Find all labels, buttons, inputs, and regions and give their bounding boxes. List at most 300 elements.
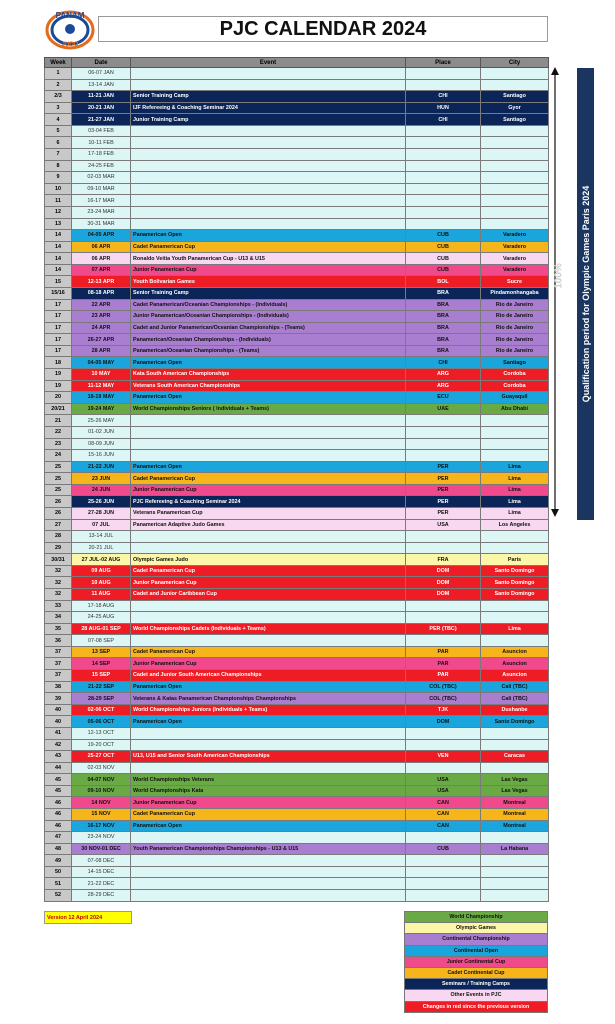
event-cell: Panamerican Adaptive Judo Games [131, 519, 406, 531]
table-row [45, 855, 549, 867]
week-cell: 25 [45, 461, 72, 473]
city-cell [481, 172, 549, 184]
event-cell: Panamerican Open [131, 681, 406, 693]
city-cell: Dushanbe [481, 704, 549, 716]
week-cell: 48 [45, 843, 72, 855]
city-cell [481, 79, 549, 91]
place-cell [406, 635, 481, 647]
date-cell: 22 APR [72, 299, 131, 311]
city-cell: Varadero [481, 230, 549, 242]
header-row [45, 58, 549, 68]
table-row [45, 785, 549, 797]
logo-text-top: PANAM [55, 11, 85, 20]
city-cell: Cordoba [481, 369, 549, 381]
event-cell: Cadet Panamerican Cup [131, 646, 406, 658]
place-cell: BRA [406, 334, 481, 346]
place-cell: USA [406, 774, 481, 786]
city-cell: Cali (TBC) [481, 681, 549, 693]
event-cell: Senior Training Camp [131, 287, 406, 299]
legend-item: Cadet Continental Cup [405, 968, 547, 979]
city-cell: Rio de Janeiro [481, 299, 549, 311]
city-cell [481, 183, 549, 195]
place-cell [406, 206, 481, 218]
place-cell: BRA [406, 287, 481, 299]
place-cell: TJK [406, 704, 481, 716]
date-cell: 28-29 DEC [72, 890, 131, 902]
table-row [45, 542, 549, 554]
city-cell [481, 727, 549, 739]
table-row [45, 322, 549, 334]
week-cell: 20 [45, 392, 72, 404]
place-cell: ARG [406, 369, 481, 381]
week-cell: 32 [45, 589, 72, 601]
event-cell: Cadet Panamerican Cup [131, 241, 406, 253]
city-cell: Guayaquil [481, 392, 549, 404]
place-cell: CAN [406, 820, 481, 832]
table-row [45, 195, 549, 207]
event-cell [131, 832, 406, 844]
event-cell: IJF Refereeing & Coaching Seminar 2024 [131, 102, 406, 114]
table-row [45, 426, 549, 438]
place-cell: CAN [406, 809, 481, 821]
table-row [45, 473, 549, 485]
event-cell: World Championships Cadets (Individuals + Teams) [131, 623, 406, 635]
week-cell: 13 [45, 218, 72, 230]
city-cell [481, 855, 549, 867]
date-cell: 04-05 MAY [72, 357, 131, 369]
date-cell: 04-07 NOV [72, 774, 131, 786]
city-cell [481, 438, 549, 450]
table-row [45, 206, 549, 218]
table-row [45, 762, 549, 774]
qualification-arrow [548, 66, 566, 518]
place-cell [406, 172, 481, 184]
table-row [45, 137, 549, 149]
event-cell [131, 160, 406, 172]
city-cell: Santiago [481, 114, 549, 126]
date-cell: 24 JUN [72, 484, 131, 496]
event-cell: Cadet and Junior Caribbean Cup [131, 589, 406, 601]
table-row [45, 311, 549, 323]
date-cell: 28-29 SEP [72, 693, 131, 705]
table-row [45, 727, 549, 739]
table-row [45, 820, 549, 832]
week-cell: 41 [45, 727, 72, 739]
event-cell [131, 438, 406, 450]
week-cell: 14 [45, 253, 72, 265]
place-cell [406, 878, 481, 890]
event-cell [131, 206, 406, 218]
event-cell: Panamerican Open [131, 230, 406, 242]
week-cell: 1 [45, 68, 72, 80]
week-cell: 15/16 [45, 287, 72, 299]
place-cell [406, 183, 481, 195]
event-cell [131, 79, 406, 91]
place-cell [406, 832, 481, 844]
date-cell: 02-03 MAR [72, 172, 131, 184]
place-cell: COL (TBC) [406, 681, 481, 693]
col-header-event: Event [131, 58, 406, 68]
event-cell: Kata South American Championships [131, 369, 406, 381]
place-cell: PER [406, 484, 481, 496]
place-cell [406, 866, 481, 878]
date-cell: 07 APR [72, 264, 131, 276]
date-cell: 26-27 APR [72, 334, 131, 346]
week-cell: 46 [45, 820, 72, 832]
city-cell [481, 890, 549, 902]
place-cell: COL (TBC) [406, 693, 481, 705]
date-cell: 24-25 AUG [72, 612, 131, 624]
table-row [45, 484, 549, 496]
city-cell: Cordoba [481, 380, 549, 392]
week-cell: 3 [45, 102, 72, 114]
date-cell: 23-24 MAR [72, 206, 131, 218]
place-cell: CHI [406, 114, 481, 126]
table-row [45, 114, 549, 126]
table-row [45, 172, 549, 184]
date-cell: 07-08 SEP [72, 635, 131, 647]
table-row [45, 751, 549, 763]
city-cell [481, 195, 549, 207]
table-row [45, 264, 549, 276]
city-cell: Santiago [481, 91, 549, 103]
date-cell: 14 NOV [72, 797, 131, 809]
week-cell: 14 [45, 230, 72, 242]
place-cell: CHI [406, 91, 481, 103]
date-cell: 15-16 JUN [72, 450, 131, 462]
event-cell: World Championships Kata [131, 785, 406, 797]
week-cell: 26 [45, 496, 72, 508]
place-cell: PER [406, 473, 481, 485]
event-cell: Youth Panamerican Championships Championships - U13 & U15 [131, 843, 406, 855]
table-row [45, 160, 549, 172]
event-cell [131, 762, 406, 774]
date-cell: 05-06 OCT [72, 716, 131, 728]
city-cell [481, 450, 549, 462]
qualification-period-label: Qualification period for Olympic Games Paris 2024 [580, 185, 591, 403]
city-cell: Caracas [481, 751, 549, 763]
legend-item: Olympic Games [405, 923, 547, 934]
event-cell: Panamerican Open [131, 461, 406, 473]
city-cell [481, 206, 549, 218]
place-cell: DOM [406, 565, 481, 577]
qualification-period-banner [577, 68, 594, 520]
city-cell: Los Angeles [481, 519, 549, 531]
table-row [45, 299, 549, 311]
event-cell: Panamerican/Oceanian Championships - (Individuals) [131, 334, 406, 346]
event-cell: Youth Bolivarian Games [131, 276, 406, 288]
calendar-table [44, 57, 549, 902]
legend [404, 911, 548, 1013]
date-cell: 23 JUN [72, 473, 131, 485]
week-cell: 46 [45, 797, 72, 809]
place-cell: DOM [406, 716, 481, 728]
place-cell: BRA [406, 345, 481, 357]
legend-item: Changes in red since the previous version [405, 1002, 547, 1012]
date-cell: 21-22 JUN [72, 461, 131, 473]
date-cell: 09 AUG [72, 565, 131, 577]
event-cell [131, 137, 406, 149]
date-cell: 07-08 DEC [72, 855, 131, 867]
event-cell [131, 600, 406, 612]
city-cell: Varadero [481, 264, 549, 276]
week-cell: 37 [45, 670, 72, 682]
table-row [45, 716, 549, 728]
date-cell: 02-03 NOV [72, 762, 131, 774]
event-cell [131, 415, 406, 427]
place-cell: USA [406, 519, 481, 531]
table-row [45, 253, 549, 265]
table-row [45, 774, 549, 786]
date-cell: 09-10 MAR [72, 183, 131, 195]
event-cell: Senior Training Camp [131, 91, 406, 103]
city-cell: Montreal [481, 809, 549, 821]
week-cell: 2/3 [45, 91, 72, 103]
event-cell [131, 172, 406, 184]
date-cell: 07 JUL [72, 519, 131, 531]
event-cell: Panamerican Open [131, 392, 406, 404]
event-cell: Junior Training Camp [131, 114, 406, 126]
date-cell: 10 AUG [72, 577, 131, 589]
legend-item: Seminars / Training Camps [405, 979, 547, 990]
week-cell: 38 [45, 681, 72, 693]
city-cell [481, 531, 549, 543]
week-cell: 11 [45, 195, 72, 207]
city-cell: Varadero [481, 253, 549, 265]
place-cell [406, 68, 481, 80]
table-row [45, 832, 549, 844]
legend-item: Continental Open [405, 946, 547, 957]
city-cell: Rio de Janeiro [481, 334, 549, 346]
place-cell [406, 195, 481, 207]
date-cell: 17-18 FEB [72, 149, 131, 161]
event-cell: Junior Panamerican Cup [131, 577, 406, 589]
table-row [45, 91, 549, 103]
table-row [45, 183, 549, 195]
table-row [45, 241, 549, 253]
table-row [45, 878, 549, 890]
event-cell: Junior Panamerican Cup [131, 797, 406, 809]
date-cell: 10 MAY [72, 369, 131, 381]
logo-text-bottom: JUDO [61, 42, 79, 48]
event-cell [131, 450, 406, 462]
week-cell: 26 [45, 507, 72, 519]
city-cell [481, 612, 549, 624]
city-cell: Lima [481, 461, 549, 473]
date-cell: 16-17 MAR [72, 195, 131, 207]
date-cell: 12-13 APR [72, 276, 131, 288]
table-row [45, 890, 549, 902]
date-cell: 30-31 MAR [72, 218, 131, 230]
date-cell: 28 APR [72, 345, 131, 357]
event-cell: World Championships Juniors (Individuals + Teams) [131, 704, 406, 716]
city-cell [481, 149, 549, 161]
place-cell [406, 137, 481, 149]
place-cell [406, 125, 481, 137]
date-cell: 19-24 MAY [72, 403, 131, 415]
table-row [45, 554, 549, 566]
week-cell: 14 [45, 241, 72, 253]
event-cell: Junior Panamerican/Oceanian Championships - (Individuals) [131, 311, 406, 323]
week-cell: 6 [45, 137, 72, 149]
city-cell: Lima [481, 496, 549, 508]
date-cell: 20-21 JUL [72, 542, 131, 554]
table-row [45, 380, 549, 392]
week-cell: 25 [45, 484, 72, 496]
event-cell: Panamerican/Oceanian Championships - (Teams) [131, 345, 406, 357]
table-row [45, 415, 549, 427]
place-cell [406, 890, 481, 902]
place-cell: BRA [406, 311, 481, 323]
event-cell [131, 739, 406, 751]
date-cell: 19-20 OCT [72, 739, 131, 751]
city-cell [481, 832, 549, 844]
place-cell: BRA [406, 299, 481, 311]
week-cell: 45 [45, 774, 72, 786]
city-cell [481, 866, 549, 878]
event-cell [131, 149, 406, 161]
place-cell: PAR [406, 670, 481, 682]
week-cell: 40 [45, 704, 72, 716]
week-cell: 47 [45, 832, 72, 844]
legend-item: World Championship [405, 912, 547, 923]
city-cell [481, 426, 549, 438]
date-cell: 04-05 APR [72, 230, 131, 242]
place-cell [406, 450, 481, 462]
city-cell: Santo Domingo [481, 577, 549, 589]
week-cell: 28 [45, 531, 72, 543]
col-header-date: Date [72, 58, 131, 68]
event-cell: Cadet and Junior South American Championships [131, 670, 406, 682]
col-header-week: Week [45, 58, 72, 68]
place-cell: ARG [406, 380, 481, 392]
table-row [45, 230, 549, 242]
table-row [45, 461, 549, 473]
week-cell: 4 [45, 114, 72, 126]
place-cell [406, 218, 481, 230]
week-cell: 17 [45, 299, 72, 311]
place-cell: CUB [406, 241, 481, 253]
table-row [45, 519, 549, 531]
city-cell [481, 68, 549, 80]
date-cell: 13-14 JUL [72, 531, 131, 543]
week-cell: 5 [45, 125, 72, 137]
place-cell: PER [406, 461, 481, 473]
col-header-place: Place [406, 58, 481, 68]
city-cell: Rio de Janeiro [481, 322, 549, 334]
date-cell: 25-27 OCT [72, 751, 131, 763]
week-cell: 12 [45, 206, 72, 218]
event-cell: Cadet Panamerican Cup [131, 809, 406, 821]
city-cell: Montreal [481, 797, 549, 809]
week-cell: 39 [45, 693, 72, 705]
page-title: PJC CALENDAR 2024 [98, 16, 548, 42]
table-row [45, 635, 549, 647]
city-cell: Santiago [481, 357, 549, 369]
city-cell: Lima [481, 484, 549, 496]
table-row [45, 658, 549, 670]
table-row [45, 565, 549, 577]
place-cell: PER (TBC) [406, 623, 481, 635]
week-cell: 25 [45, 473, 72, 485]
event-cell: Veterans South American Championships [131, 380, 406, 392]
date-cell: 27 JUL-02 AUG [72, 554, 131, 566]
place-cell: DOM [406, 577, 481, 589]
event-cell: Veterans & Katas Panamerican Championships Championships [131, 693, 406, 705]
week-cell: 52 [45, 890, 72, 902]
panam-judo-logo [44, 8, 96, 50]
city-cell: Las Vegas [481, 785, 549, 797]
table-row [45, 218, 549, 230]
event-cell [131, 531, 406, 543]
city-cell: Asuncion [481, 646, 549, 658]
place-cell [406, 739, 481, 751]
table-row [45, 600, 549, 612]
week-cell: 36 [45, 635, 72, 647]
city-cell: Las Vegas [481, 774, 549, 786]
event-cell: Veterans Panamerican Cup [131, 507, 406, 519]
date-cell: 21-27 JAN [72, 114, 131, 126]
date-cell: 18-19 MAY [72, 392, 131, 404]
date-cell: 15 NOV [72, 809, 131, 821]
week-cell: 33 [45, 600, 72, 612]
place-cell: DOM [406, 589, 481, 601]
table-row [45, 693, 549, 705]
event-cell: Panamerican Open [131, 357, 406, 369]
place-cell [406, 438, 481, 450]
table-row [45, 68, 549, 80]
date-cell: 23-24 NOV [72, 832, 131, 844]
city-cell: Asuncion [481, 670, 549, 682]
week-cell: 49 [45, 855, 72, 867]
event-cell: Cadet Panamerican Cup [131, 565, 406, 577]
date-cell: 10-11 FEB [72, 137, 131, 149]
place-cell [406, 415, 481, 427]
week-cell: 2 [45, 79, 72, 91]
city-cell: Sucre [481, 276, 549, 288]
week-cell: 44 [45, 762, 72, 774]
event-cell [131, 866, 406, 878]
calendar-body [45, 68, 549, 902]
date-cell: 11 AUG [72, 589, 131, 601]
date-cell: 09-10 NOV [72, 785, 131, 797]
table-row [45, 496, 549, 508]
week-cell: 51 [45, 878, 72, 890]
date-cell: 27-28 JUN [72, 507, 131, 519]
city-cell: La Habana [481, 843, 549, 855]
event-cell [131, 878, 406, 890]
city-cell: Paris [481, 554, 549, 566]
event-cell: Panamerican Open [131, 716, 406, 728]
week-cell: 19 [45, 380, 72, 392]
table-row [45, 345, 549, 357]
date-cell: 08-18 APR [72, 287, 131, 299]
week-cell: 46 [45, 809, 72, 821]
place-cell: FRA [406, 554, 481, 566]
city-cell: Abu Dhabi [481, 403, 549, 415]
date-cell: 20-21 JAN [72, 102, 131, 114]
place-cell [406, 531, 481, 543]
place-cell: UAE [406, 403, 481, 415]
week-cell: 15 [45, 276, 72, 288]
table-row [45, 276, 549, 288]
city-cell: Varadero [481, 241, 549, 253]
event-cell [131, 68, 406, 80]
date-cell: 14-15 DEC [72, 866, 131, 878]
city-cell [481, 415, 549, 427]
city-cell [481, 762, 549, 774]
city-cell [481, 218, 549, 230]
